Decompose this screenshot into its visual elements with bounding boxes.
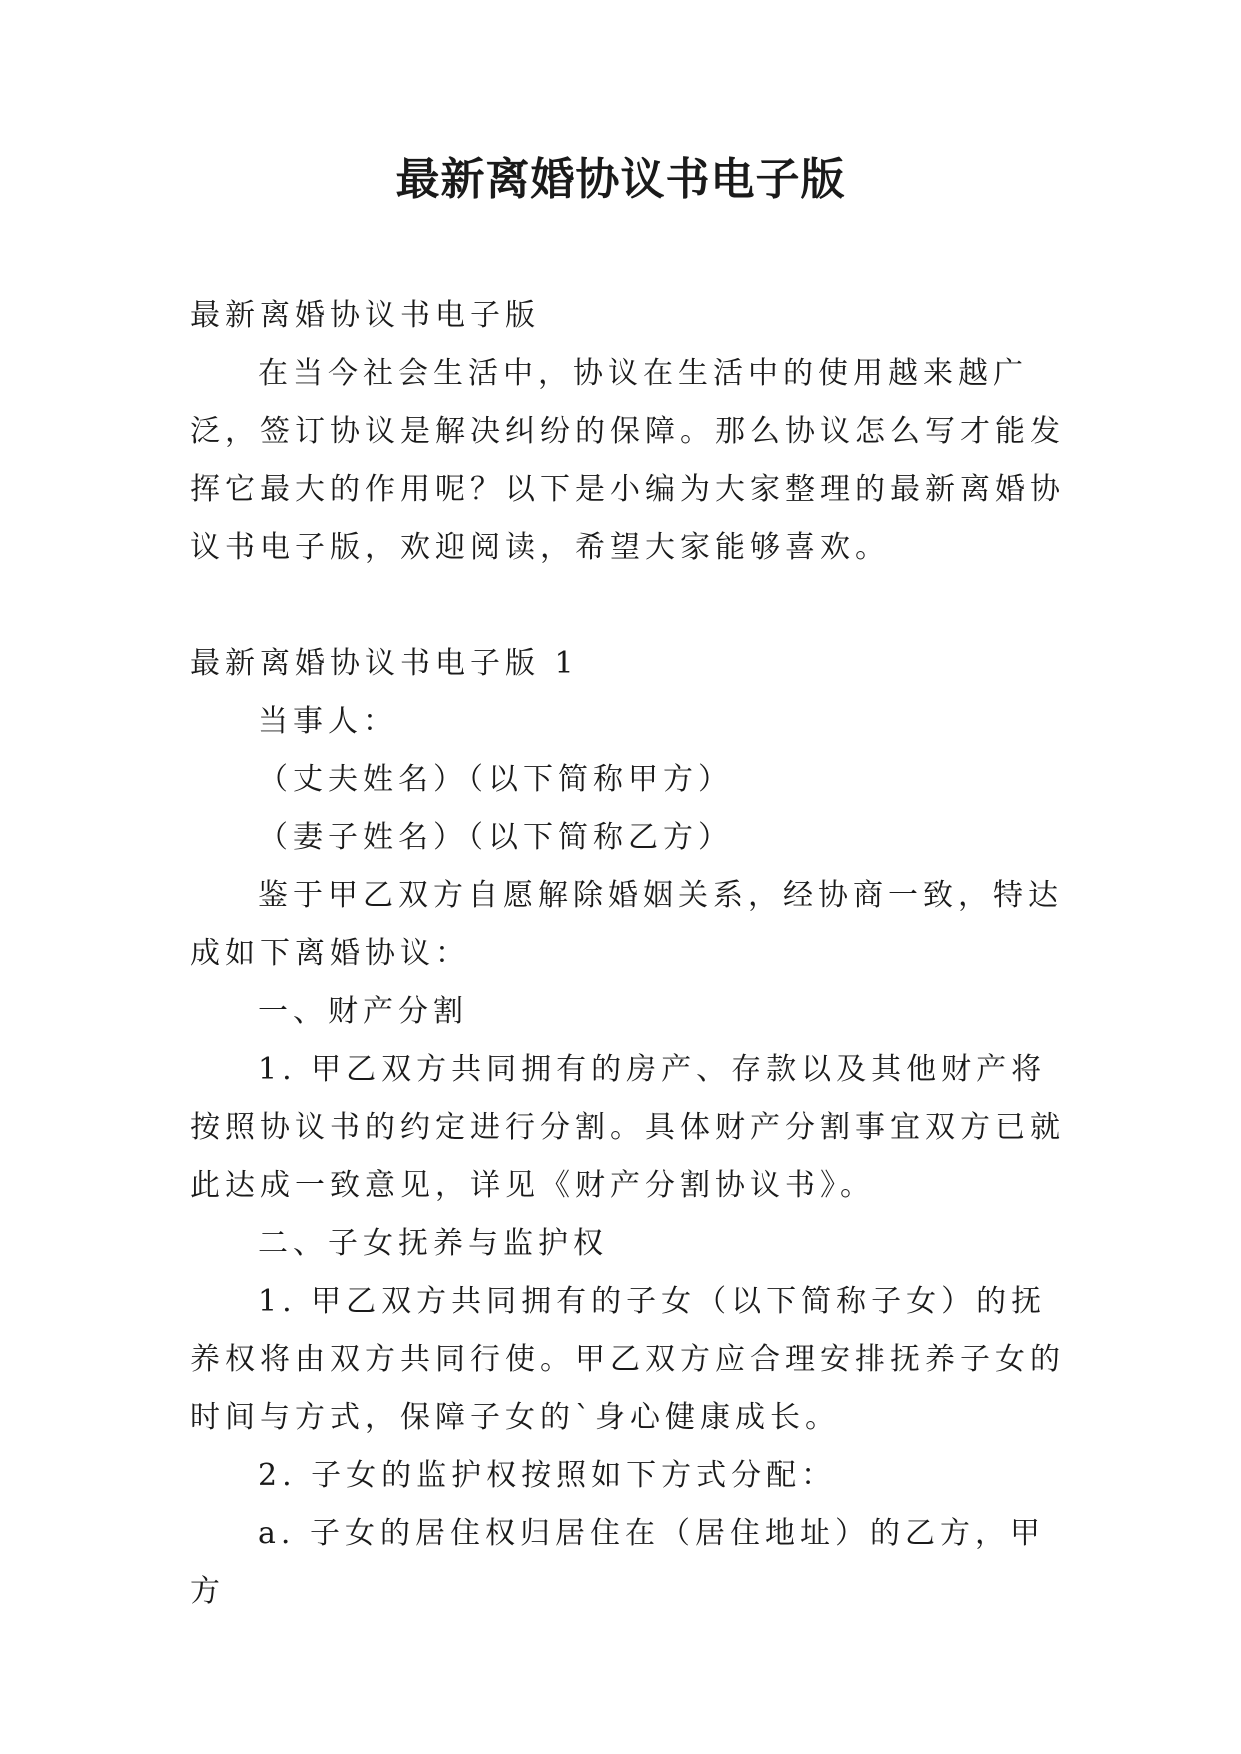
section-heading: 二、子女抚养与监护权: [258, 1226, 608, 1261]
document-title: 最新离婚协议书电子版: [395, 154, 846, 205]
document-body: [190, 287, 1070, 1621]
paragraph: （丈夫姓名）（以下简称甲方）: [258, 762, 733, 797]
paragraph: 1. 甲乙双方共同拥有的子女（以下简称子女）的抚养权将由双方共同行使。甲乙双方应合理安排抚养子女的时间与方式，保障子女的`身心健康成长。: [190, 1284, 1065, 1435]
paragraph: 2. 子女的监护权按照如下方式分配：: [258, 1458, 837, 1493]
paragraph: 最新离婚协议书电子版: [190, 298, 540, 333]
paragraph: a. 子女的居住权归居住在（居住地址）的乙方，甲方: [190, 1516, 1045, 1609]
section-heading: 一、财产分割: [258, 994, 468, 1029]
paragraph: 1. 甲乙双方共同拥有的房产、存款以及其他财产将按照协议书的约定进行分割。具体财产分割事宜双方已就此达成一致意见，详见《财产分割协议书》。: [190, 1052, 1065, 1203]
paragraph: 在当今社会生活中，协议在生活中的使用越来越广泛，签订协议是解决纠纷的保障。那么协议怎么写才能发挥它最大的作用呢？以下是小编为大家整理的最新离婚协议书电子版，欢迎阅读，希望大家能够喜欢。: [190, 356, 1065, 565]
paragraph: 当事人：: [258, 704, 398, 739]
paragraph: 鉴于甲乙双方自愿解除婚姻关系，经协商一致，特达成如下离婚协议：: [190, 878, 1063, 971]
section-heading: 最新离婚协议书电子版 1: [190, 646, 579, 681]
paragraph: （妻子姓名）（以下简称乙方）: [258, 820, 733, 855]
